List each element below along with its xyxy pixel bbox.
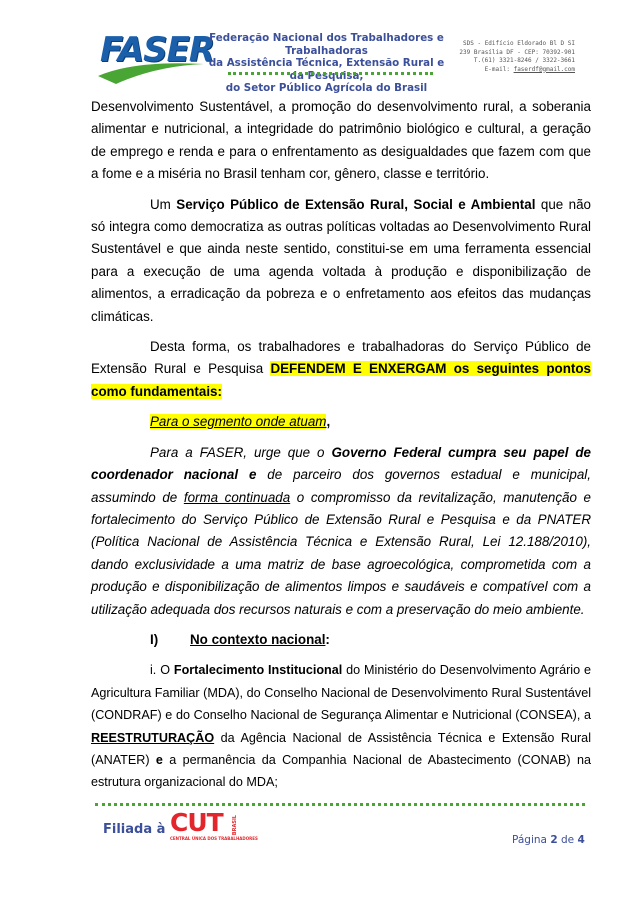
cut-logo-country: BRASIL <box>232 815 238 836</box>
p5-text-e: o compromisso da revitalização, manutenção e fortalecimento do Serviço Público de Extensão Rural e Pesquisa e da PNATER (Política Nacional de Assistência Técnica e Extensão Rural, Lei 12.188/2010), dando exclusividade a uma matriz de base agroecológica, comprometida com a produção e disponibilização de alimentos limpos e saudáveis e compatível com a utilização adequada dos recursos naturais e com a preservação do meio ambiente. <box>91 489 591 617</box>
p5-text-a: Para a FASER, urge que o <box>150 444 332 460</box>
page-header <box>0 0 636 94</box>
faser-logo: FASER <box>100 30 215 70</box>
section-number: I) <box>150 631 159 647</box>
p4-comma: , <box>326 414 331 430</box>
federation-name-line2: da Assistência Técnica, Extensão Rural e da Pesquisa, <box>208 57 445 82</box>
contact-email-label: E-mail: <box>484 65 510 73</box>
contact-email-row <box>455 66 575 75</box>
footer-dotted-divider <box>95 803 585 806</box>
paragraph-5 <box>91 442 591 621</box>
contact-address-line1: SDS - Edifício Eldorado Bl D SI <box>463 40 575 47</box>
p4-highlighted-text: Para o segmento onde atuam <box>150 414 327 430</box>
p6-bold-underlined-text: REESTRUTURAÇÃO <box>91 730 215 745</box>
p3-text: Desta forma, os trabalhadores e trabalhadoras do Serviço Público de Extensão Rural e Pesquisa <box>91 339 591 377</box>
federation-name <box>204 32 449 95</box>
contact-email-link[interactable]: faserdf@gmail.com <box>513 65 575 73</box>
p5-text-c: de parceiro dos governos estadual e municipal, assumindo de <box>91 467 591 505</box>
paragraph-3 <box>91 336 591 403</box>
p3-highlighted-text: DEFENDEM E ENXERGAM os seguintes pontos como fundamentais: <box>91 361 592 399</box>
p6-text-e: da Agência Nacional de Assistência Técnica e Extensão Rural (ANATER) <box>91 730 591 767</box>
page-label: Página <box>512 834 547 846</box>
document-body <box>91 96 591 794</box>
p6-text-c: do Ministério do Desenvolvimento Agrário e Agricultura Familiar (MDA), do Conselho Nacional de Desenvolvimento Rural Sustentável (CONDRAF) e do Conselho Nacional de Segurança Alimentar e Nutricional (CONSEA), a <box>91 663 592 723</box>
p2-bold-term: Serviço Público de Extensão Rural, Social e Ambiental <box>176 196 536 212</box>
federation-name-line1: Federação Nacional dos Trabalhadores e Trabalhadoras <box>209 32 444 57</box>
p6-bold-conjunction: e <box>155 752 163 767</box>
contact-phone: T.(61) 3321-8246 / 3322-3661 <box>473 57 575 64</box>
page-number <box>512 834 585 846</box>
contact-info <box>455 40 575 74</box>
contact-address-line2: 239 Brasília DF - CEP: 70392-901 <box>459 48 575 56</box>
p6-text-a: i. O <box>150 663 174 678</box>
paragraph-4 <box>91 411 591 433</box>
p2-text-b: que não só integra como democratiza as outras políticas voltadas ao Desenvolvimento Rural Sustentável e que ainda neste sentido, constitui-se em uma ferramenta essencial para a execução de uma agenda voltada à produção e disponibilização de alimentos, a erradicação da pobreza e o enfretamento aos efeitos das mudanças climáticas. <box>91 196 592 324</box>
cut-logo-subtitle: CENTRAL ÚNICA DOS TRABALHADORES <box>170 836 258 841</box>
page-current: 2 <box>550 834 558 846</box>
section-colon: : <box>325 631 330 647</box>
header-dotted-divider <box>228 72 433 75</box>
p6-text-g: a permanência da Companhia Nacional de Abastecimento (CONAB) na estrutura organizacional do MDA; <box>91 752 591 790</box>
paragraph-2 <box>91 194 591 328</box>
filiada-label: Filiada à <box>103 822 166 837</box>
paragraph-1: Desenvolvimento Sustentável, a promoção do desenvolvimento rural, a soberania alimentar e nutricional, a integridade do patrimônio biológico e cultural, a geração de emprego e renda e para o enfrentamento as desigualdades que fazem com que a fome e a miséria no Brasil tenham cor, gênero, classe e território. <box>91 99 591 182</box>
cut-logo: CUT <box>170 808 223 837</box>
p6-bold-text: Fortalecimento Institucional <box>173 663 343 678</box>
page-total: 4 <box>577 834 585 846</box>
federation-name-line3: do Setor Público Agrícola do Brasil <box>225 82 428 94</box>
section-title: No contexto nacional <box>190 631 326 647</box>
p5-bold-text: Governo Federal cumpra seu papel de coordenador nacional e <box>91 444 592 483</box>
section-heading <box>91 629 591 651</box>
paragraph-6 <box>91 659 591 793</box>
p5-underlined-text: forma continuada <box>183 489 291 505</box>
page-of: de <box>560 834 575 846</box>
p2-text-a: Um <box>150 196 177 212</box>
